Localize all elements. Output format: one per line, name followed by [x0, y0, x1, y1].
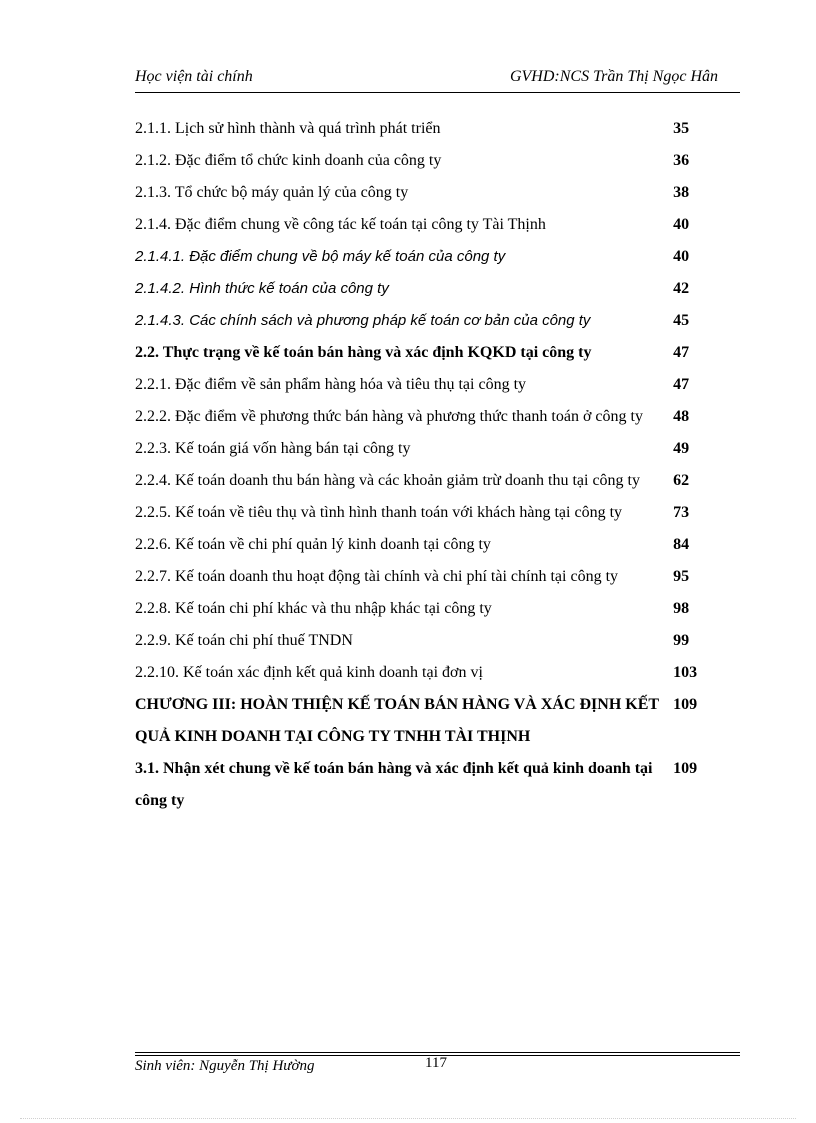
toc-entry: [135, 465, 725, 497]
toc-entry: [135, 273, 725, 305]
toc-entry: [135, 657, 725, 689]
toc-entry-page: 47: [673, 344, 690, 361]
toc-entry-title: 2.2.3. Kế toán giá vốn hàng bán tại công ty: [135, 440, 411, 457]
toc-entry-title: 2.1.4.1. Đặc điểm chung về bộ máy kế toán của công ty: [135, 248, 506, 265]
page-edge-divider: [20, 1118, 796, 1119]
toc-entry: [135, 369, 725, 401]
toc-entry: [135, 753, 725, 817]
header-institution: Học viện tài chính: [135, 68, 253, 85]
toc-entry-page: 99: [673, 632, 690, 649]
toc-entry: [135, 401, 725, 433]
toc-entry-page: 47: [673, 376, 690, 393]
toc-entry-title: 2.2.2. Đặc điểm về phương thức bán hàng và phương thức thanh toán ở công ty: [135, 408, 643, 425]
toc-entry-title: 2.1.4. Đặc điểm chung về công tác kế toán tại công ty Tài Thịnh: [135, 216, 546, 233]
toc-entry-title: 2.2.10. Kế toán xác định kết quả kinh doanh tại đơn vị: [135, 664, 483, 681]
table-of-contents: [135, 113, 725, 817]
toc-entry-title: 2.2.7. Kế toán doanh thu hoạt động tài chính và chi phí tài chính tại công ty: [135, 568, 619, 585]
toc-entry-title: 2.2.5. Kế toán về tiêu thụ và tình hình thanh toán với khách hàng tại công ty: [135, 504, 623, 521]
toc-entry-page: 109: [673, 760, 698, 777]
toc-entry-title: 2.2.1. Đặc điểm về sản phẩm hàng hóa và tiêu thụ tại công ty: [135, 376, 527, 393]
toc-entry-page: 95: [673, 568, 690, 585]
page-header: [135, 66, 740, 92]
toc-entry-page: 40: [673, 248, 690, 265]
toc-entry-page: 35: [673, 120, 690, 137]
footer-divider: [135, 1052, 740, 1053]
toc-entry-page: 103: [673, 664, 698, 681]
toc-entry-page: 42: [673, 280, 690, 297]
toc-entry: [135, 529, 725, 561]
toc-entry-title: 2.2.6. Kế toán về chi phí quản lý kinh doanh tại công ty: [135, 536, 491, 553]
toc-entry-title: 2.1.4.2. Hình thức kế toán của công ty: [135, 280, 389, 297]
toc-entry-page: 45: [673, 312, 690, 329]
footer-student: Sinh viên: Nguyễn Thị Hường: [135, 1058, 315, 1074]
toc-entry-page: 49: [673, 440, 690, 457]
toc-entry-page: 84: [673, 536, 690, 553]
toc-entry: [135, 241, 725, 273]
toc-entry-title: 2.2.4. Kế toán doanh thu bán hàng và các khoản giảm trừ doanh thu tại công ty: [135, 472, 640, 489]
toc-entry-title: 2.1.2. Đặc điểm tổ chức kinh doanh của công ty: [135, 152, 442, 169]
page-number: 117: [425, 1055, 447, 1071]
toc-entry: [135, 497, 725, 529]
toc-entry-title: 2.1.1. Lịch sử hình thành và quá trình phát triển: [135, 120, 441, 137]
toc-entry-page: 48: [673, 408, 690, 425]
toc-entry-page: 73: [673, 504, 690, 521]
toc-entry: [135, 113, 725, 145]
toc-entry-page: 98: [673, 600, 690, 617]
toc-entry-title: 2.2.9. Kế toán chi phí thuế TNDN: [135, 632, 353, 649]
header-supervisor: GVHD:NCS Trần Thị Ngọc Hân: [509, 68, 718, 85]
toc-entry: [135, 305, 725, 337]
header-divider: [135, 92, 740, 93]
toc-entry: [135, 145, 725, 177]
toc-entry: [135, 593, 725, 625]
toc-entry-title: 2.1.4.3. Các chính sách và phương pháp kế toán cơ bản của công ty: [135, 312, 591, 329]
toc-entry: [135, 689, 725, 753]
toc-entry-title: CHƯƠNG III: HOÀN THIỆN KẾ TOÁN BÁN HÀNG VÀ XÁC ĐỊNH KẾT QUẢ KINH DOANH TẠI CÔNG TY TNHH TÀI THỊNH: [135, 696, 659, 745]
toc-entry: [135, 209, 725, 241]
toc-entry-title: 2.2. Thực trạng về kế toán bán hàng và xác định KQKD tại công ty: [135, 344, 592, 361]
toc-entry-title: 2.1.3. Tổ chức bộ máy quản lý của công ty: [135, 184, 409, 201]
toc-entry: [135, 625, 725, 657]
toc-entry: [135, 433, 725, 465]
toc-entry-page: 36: [673, 152, 690, 169]
toc-entry: [135, 561, 725, 593]
toc-entry-page: 40: [673, 216, 690, 233]
toc-entry-page: 62: [673, 472, 690, 489]
toc-entry: [135, 337, 725, 369]
toc-entry-page: 38: [673, 184, 690, 201]
toc-entry-title: 2.2.8. Kế toán chi phí khác và thu nhập khác tại công ty: [135, 600, 492, 617]
toc-entry-page: 109: [673, 696, 698, 713]
toc-entry-title: 3.1. Nhận xét chung về kế toán bán hàng và xác định kết quả kinh doanh tại công ty: [135, 760, 653, 809]
toc-entry: [135, 177, 725, 209]
